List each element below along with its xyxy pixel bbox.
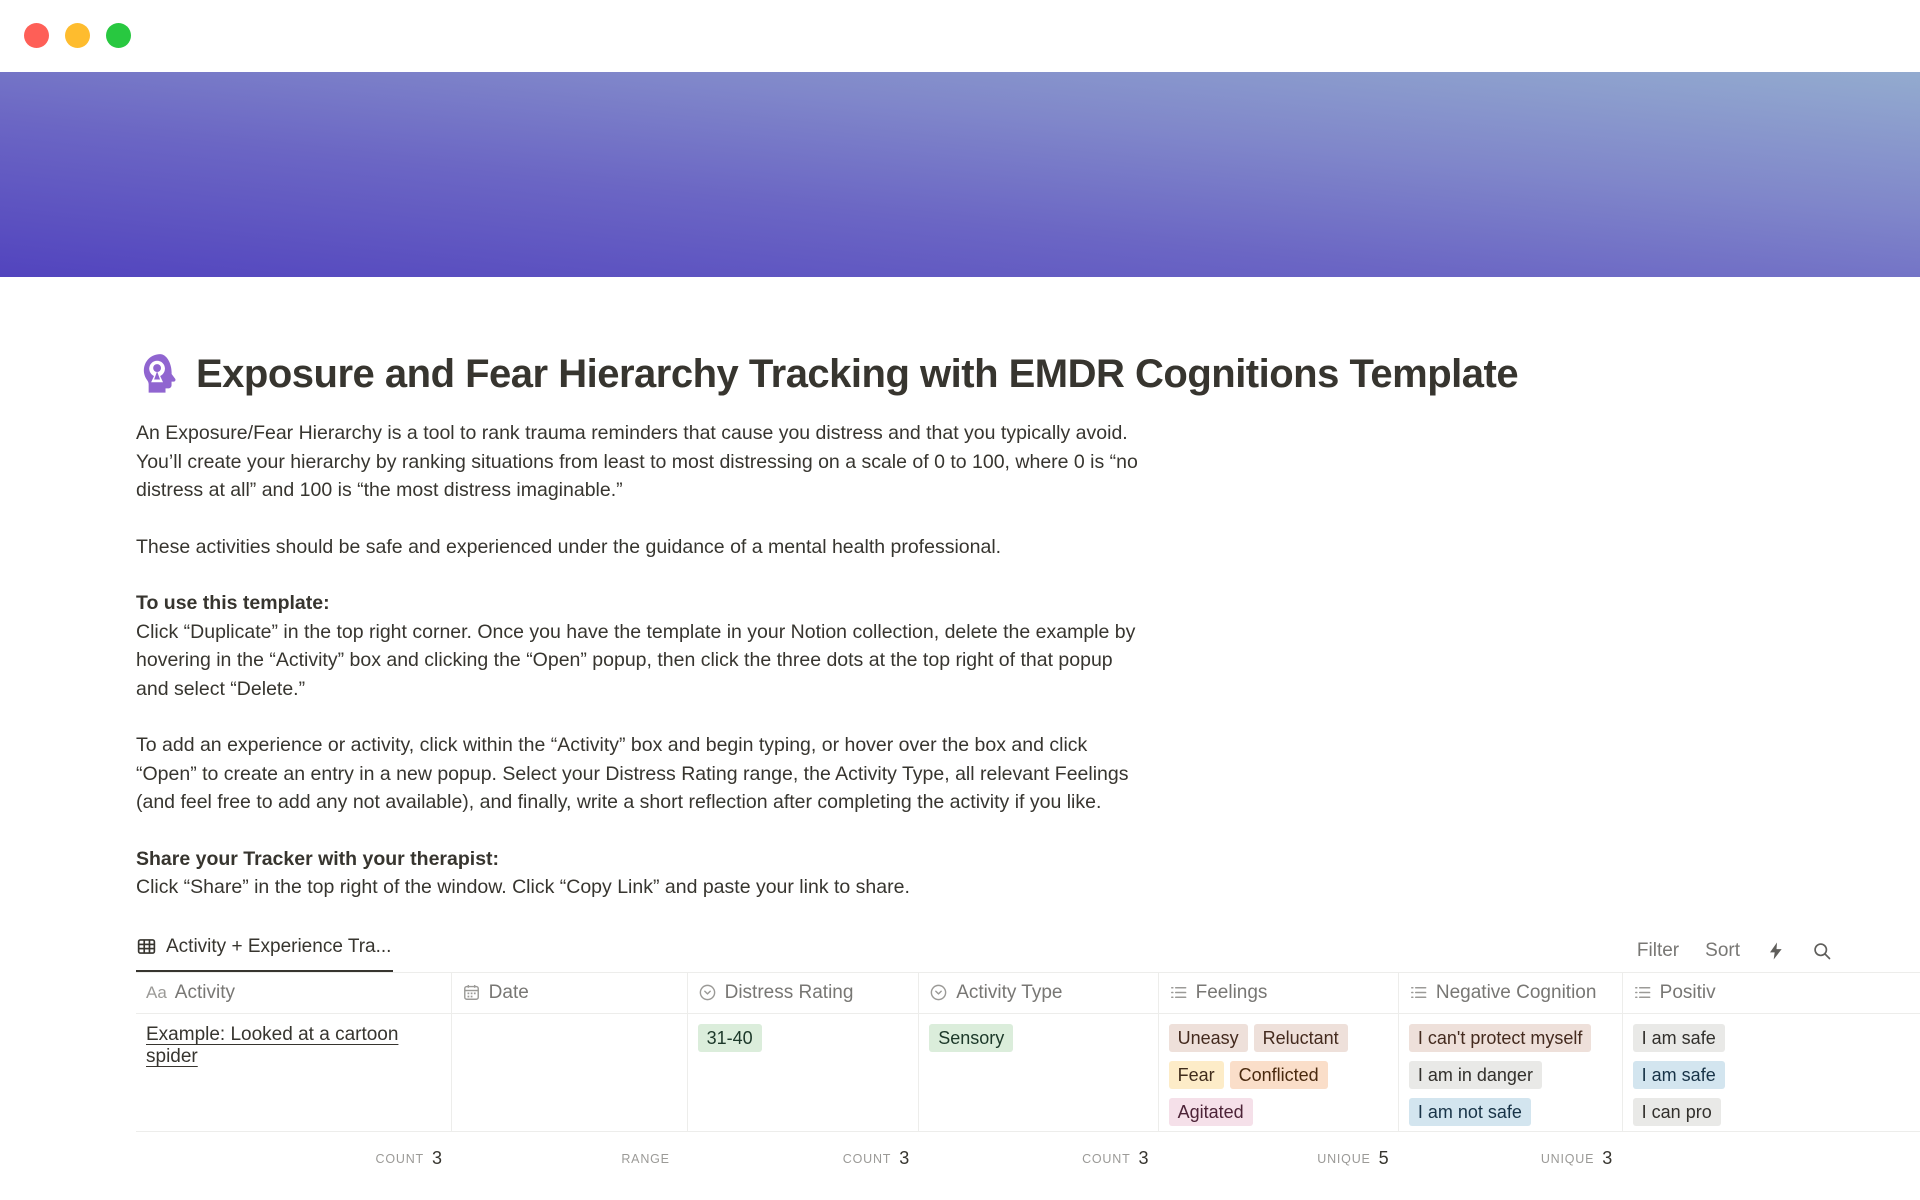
share-heading: Share your Tracker with your therapist: bbox=[136, 847, 500, 870]
database-view-tab[interactable] bbox=[136, 930, 393, 972]
multi-select-icon bbox=[1633, 983, 1652, 1002]
multi-select-icon bbox=[1409, 983, 1428, 1002]
activity-type-tag: Sensory bbox=[929, 1024, 1013, 1052]
negative-cognition-tag: I can't protect myself bbox=[1409, 1024, 1592, 1052]
summary-activity-count[interactable]: COUNT 3 bbox=[375, 1148, 443, 1168]
close-window-button[interactable] bbox=[24, 23, 49, 48]
page-title: Exposure and Fear Hierarchy Tracking with EMDR Cognitions Template bbox=[196, 351, 1519, 396]
feeling-tag: Agitated bbox=[1169, 1098, 1253, 1126]
zoom-window-button[interactable] bbox=[106, 23, 131, 48]
sort-button[interactable]: Sort bbox=[1705, 939, 1740, 961]
column-header-distress-rating[interactable]: Distress Rating bbox=[688, 973, 920, 1013]
window-titlebar bbox=[0, 0, 1920, 72]
summary-positive-empty[interactable] bbox=[1622, 1132, 1920, 1184]
add-activity-paragraph: To add an experience or activity, click within the “Activity” box and begin typing, or hover over the box and click “Open” to create an entry in a new popup. Select your Distress Rating range, the Activity Type, all relevant Feelings (and feel free to add any not available), and finally, write a short reflection after completing the activity if you like. bbox=[136, 734, 1129, 813]
column-header-positive-cognition[interactable]: Positiv bbox=[1623, 973, 1920, 1013]
feeling-tag: Reluctant bbox=[1254, 1024, 1348, 1052]
select-icon bbox=[929, 983, 948, 1002]
feeling-tag: Conflicted bbox=[1230, 1061, 1328, 1089]
page-content bbox=[0, 277, 1920, 1184]
share-block bbox=[136, 845, 1146, 902]
summary-feelings-unique[interactable]: UNIQUE 5 bbox=[1317, 1148, 1389, 1168]
column-header-date[interactable]: Date bbox=[452, 973, 688, 1013]
calendar-icon bbox=[462, 983, 481, 1002]
summary-distress-count[interactable]: COUNT 3 bbox=[842, 1148, 910, 1168]
positive-cognition-tag: I am safe bbox=[1633, 1061, 1725, 1089]
use-template-block bbox=[136, 589, 1146, 703]
feelings-cell[interactable] bbox=[1159, 1014, 1399, 1131]
activity-tracker-table bbox=[136, 972, 1920, 1184]
feeling-tag: Fear bbox=[1169, 1061, 1224, 1089]
page-cover-banner bbox=[0, 72, 1920, 277]
multi-select-icon bbox=[1169, 983, 1188, 1002]
summary-date-range[interactable]: RANGE bbox=[621, 1151, 670, 1166]
use-template-body: Click “Duplicate” in the top right corner. Once you have the template in your Notion collection, delete the example by hovering in the “Activity” box and clicking the “Open” popup, then click the three dots at the top right of that popup and select “Delete.” bbox=[136, 620, 1136, 700]
activity-cell[interactable] bbox=[136, 1014, 452, 1131]
use-template-heading: To use this template: bbox=[136, 592, 330, 614]
table-row bbox=[136, 1014, 1920, 1132]
column-header-feelings[interactable]: Feelings bbox=[1159, 973, 1399, 1013]
head-psychology-icon bbox=[136, 351, 182, 397]
column-header-activity[interactable]: Aa Activity bbox=[136, 973, 452, 1013]
text-type-icon: Aa bbox=[146, 982, 167, 1002]
select-icon bbox=[698, 983, 717, 1002]
minimize-window-button[interactable] bbox=[65, 23, 90, 48]
positive-cognition-tag: I am safe bbox=[1633, 1024, 1725, 1052]
positive-cognition-cell[interactable] bbox=[1623, 1014, 1920, 1131]
column-header-negative-cognition[interactable]: Negative Cognition bbox=[1399, 973, 1623, 1013]
date-cell[interactable] bbox=[452, 1014, 688, 1131]
column-header-activity-type[interactable]: Activity Type bbox=[919, 973, 1158, 1013]
activity-type-cell[interactable] bbox=[919, 1014, 1158, 1131]
distress-rating-cell[interactable] bbox=[688, 1014, 920, 1131]
positive-cognition-tag: I can pro bbox=[1633, 1098, 1721, 1126]
database-toolbar bbox=[136, 930, 1920, 972]
distress-rating-tag: 31-40 bbox=[698, 1024, 762, 1052]
lightning-icon[interactable] bbox=[1766, 941, 1786, 961]
negative-cognition-tag: I am in danger bbox=[1409, 1061, 1542, 1089]
intro-paragraph: An Exposure/Fear Hierarchy is a tool to rank trauma reminders that cause you distress and that you typically avoid. You’ll create your hierarchy by ranking situations from least to most distressing on a scale of 0 to 100, where 0 is “no distress at all” and 100 is “the most distress imaginable.” bbox=[136, 422, 1138, 501]
negative-cognition-cell[interactable] bbox=[1399, 1014, 1623, 1131]
feeling-tag: Uneasy bbox=[1169, 1024, 1248, 1052]
table-summary-row bbox=[136, 1132, 1920, 1184]
search-icon[interactable] bbox=[1812, 941, 1832, 961]
view-tab-label: Activity + Experience Tra... bbox=[166, 935, 392, 957]
filter-button[interactable]: Filter bbox=[1636, 939, 1680, 961]
negative-cognition-tag: I am not safe bbox=[1409, 1098, 1531, 1126]
row-title: Example: Looked at a cartoon spider bbox=[146, 1023, 399, 1067]
table-header-row bbox=[136, 972, 1920, 1014]
safety-paragraph: These activities should be safe and experienced under the guidance of a mental health professional. bbox=[136, 535, 1002, 558]
summary-negative-unique[interactable]: UNIQUE 3 bbox=[1540, 1148, 1613, 1168]
share-body: Click “Share” in the top right of the window. Click “Copy Link” and paste your link to share. bbox=[136, 876, 910, 898]
table-view-icon bbox=[136, 936, 157, 957]
summary-activity-type-count[interactable]: COUNT 3 bbox=[1082, 1148, 1149, 1168]
